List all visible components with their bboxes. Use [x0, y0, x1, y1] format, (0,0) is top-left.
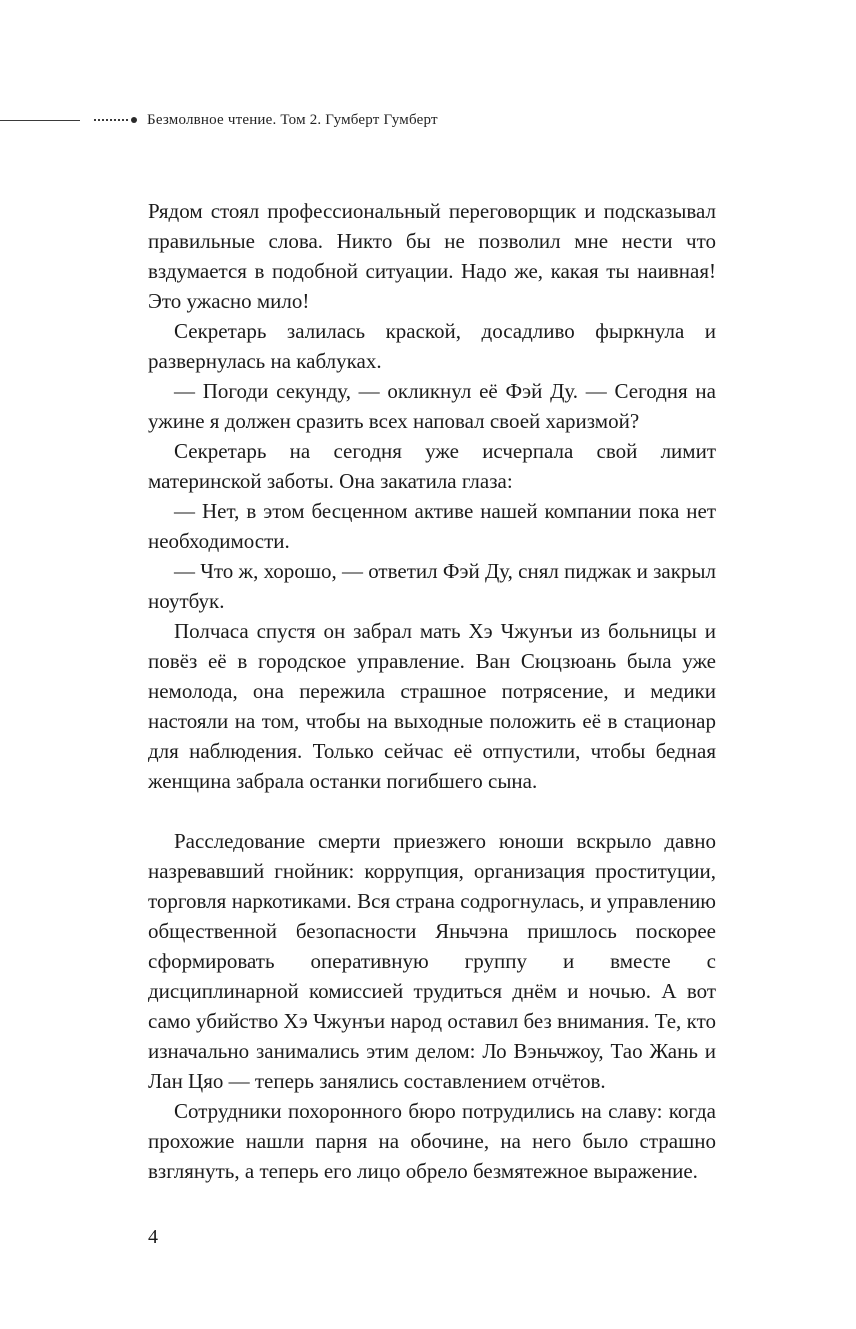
paragraph: — Погоди секунду, — окликнул её Фэй Ду. — Сегодня на ужине я должен сразить всех наповал своей харизмой?: [148, 379, 716, 433]
paragraph: Сотрудники похоронного бюро потрудились на славу: когда прохожие нашли парня на обочине, на него было страшно взглянуть, а теперь его лицо обрело безмятежное выражение.: [148, 1099, 716, 1183]
paragraph: Секретарь на сегодня уже исчерпала свой лимит материнской заботы. Она закатила глаза:: [148, 439, 716, 493]
paragraph: Рядом стоял профессиональный переговорщик и подсказывал правильные слова. Никто бы не позволил мне нести что вздумается в подобной ситуации. Надо же, какая ты наивная! Это ужасно мило!: [148, 199, 716, 313]
paragraph: Полчаса спустя он забрал мать Хэ Чжунъи из больницы и повёз её в городское управление. Ван Сюцзюань была уже немолода, она пережила страшное потрясение, и медики настояли на том, чтобы на выходные положить её в стационар для наблюдения. Только сейчас её отпустили, чтобы бедная женщина забрала останки погибшего сына.: [148, 619, 716, 793]
paragraph: — Что ж, хорошо, — ответил Фэй Ду, снял пиджак и закрыл ноутбук.: [148, 559, 716, 613]
paragraph: — Нет, в этом бесценном активе нашей компании пока нет необходимости.: [148, 499, 716, 553]
running-head: [0, 110, 856, 130]
paragraph: Расследование смерти приезжего юноши вскрыло давно назревавший гнойник: коррупция, организация проституции, торговля наркотиками. Вся страна содрогнулась, и управлению общественной безопасности Яньчэна пришлось поскорее сформировать оперативную группу и вместе с дисциплинарной комиссией трудиться днём и ночью. А вот само убийство Хэ Чжунъи народ оставил без внимания. Те, кто изначально занимались этим делом: Ло Вэньчжоу, Тао Жань и Лан Цяо — теперь занялись составлением отчётов.: [148, 829, 716, 1093]
page-body: [148, 196, 716, 1186]
page-number: 4: [148, 1226, 158, 1248]
ornament-line-icon: [0, 120, 80, 121]
paragraph: Секретарь залилась краской, досадливо фыркнула и развернулась на каблуках.: [148, 319, 716, 373]
ornament-bullet-icon: [131, 117, 137, 123]
ornament-dots-icon: [94, 119, 128, 121]
running-head-title: Безмолвное чтение. Том 2. Гумберт Гумберт: [147, 111, 438, 128]
